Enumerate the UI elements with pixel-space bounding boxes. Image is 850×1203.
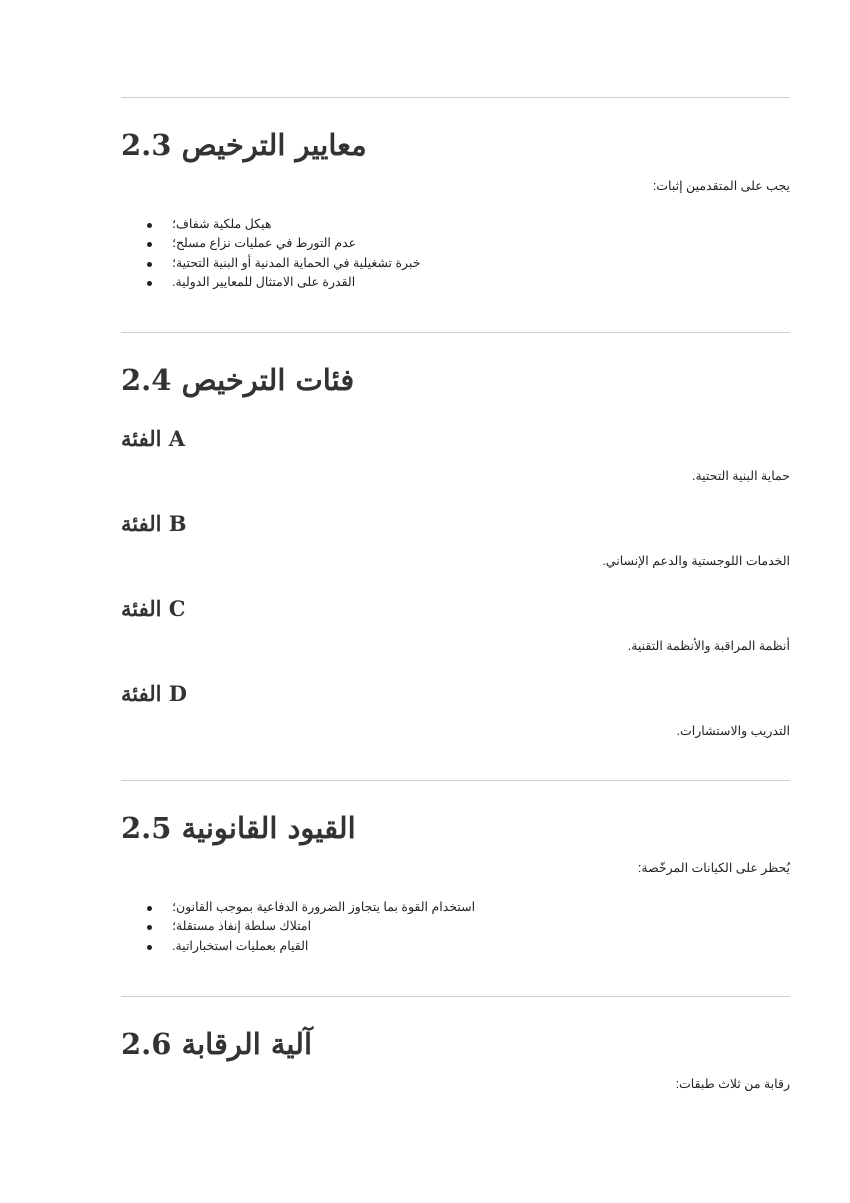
bullet-icon <box>147 242 152 247</box>
bullet-icon <box>147 223 152 228</box>
list-item: امتلاك سلطة إنفاذ مستقلة؛ <box>140 917 475 936</box>
section-2-6-intro: رقابة من ثلاث طبقات: <box>675 1077 790 1091</box>
section-divider <box>121 996 790 997</box>
list-item: عدم التورط في عمليات نزاع مسلح؛ <box>140 234 420 253</box>
category-b-text: الخدمات اللوجستية والدعم الإنساني. <box>602 554 790 568</box>
category-d-text: التدريب والاستشارات. <box>676 724 790 738</box>
section-heading-2-3: 2.3 معايير الترخيص <box>121 128 367 162</box>
list-item: القدرة على الامتثال للمعايير الدولية. <box>140 273 420 292</box>
category-a-heading: الفئة A <box>121 426 186 451</box>
section-divider <box>121 97 790 98</box>
category-c-heading: الفئة C <box>121 596 186 621</box>
bullet-icon <box>147 945 152 950</box>
category-c-text: أنظمة المراقبة والأنظمة التقنية. <box>627 639 790 653</box>
section-heading-2-6: 2.6 آلية الرقابة <box>121 1027 313 1061</box>
section-divider <box>121 780 790 781</box>
list-item: هيكل ملكية شفاف؛ <box>140 215 420 234</box>
section-2-3-intro: يجب على المتقدمين إثبات: <box>652 179 790 193</box>
list-item: استخدام القوة بما يتجاوز الضرورة الدفاعية بموجب القانون؛ <box>140 898 475 917</box>
bullet-icon <box>147 281 152 286</box>
licensing-criteria-list <box>140 215 420 292</box>
bullet-icon <box>147 925 152 930</box>
list-item: خبرة تشغيلية في الحماية المدنية أو البنية التحتية؛ <box>140 254 420 273</box>
bullet-icon <box>147 262 152 267</box>
category-d-heading: الفئة D <box>121 681 187 706</box>
category-b-heading: الفئة B <box>121 511 187 536</box>
list-item: القيام بعمليات استخباراتية. <box>140 937 475 956</box>
section-heading-2-4: 2.4 فئات الترخيص <box>121 363 355 397</box>
bullet-icon <box>147 906 152 911</box>
section-heading-2-5: 2.5 القيود القانونية <box>121 811 356 845</box>
section-2-5-intro: يُحظر على الكيانات المرخّصة: <box>637 861 790 875</box>
legal-restrictions-list <box>140 898 475 956</box>
section-divider <box>121 332 790 333</box>
category-a-text: حماية البنية التحتية. <box>691 469 790 483</box>
